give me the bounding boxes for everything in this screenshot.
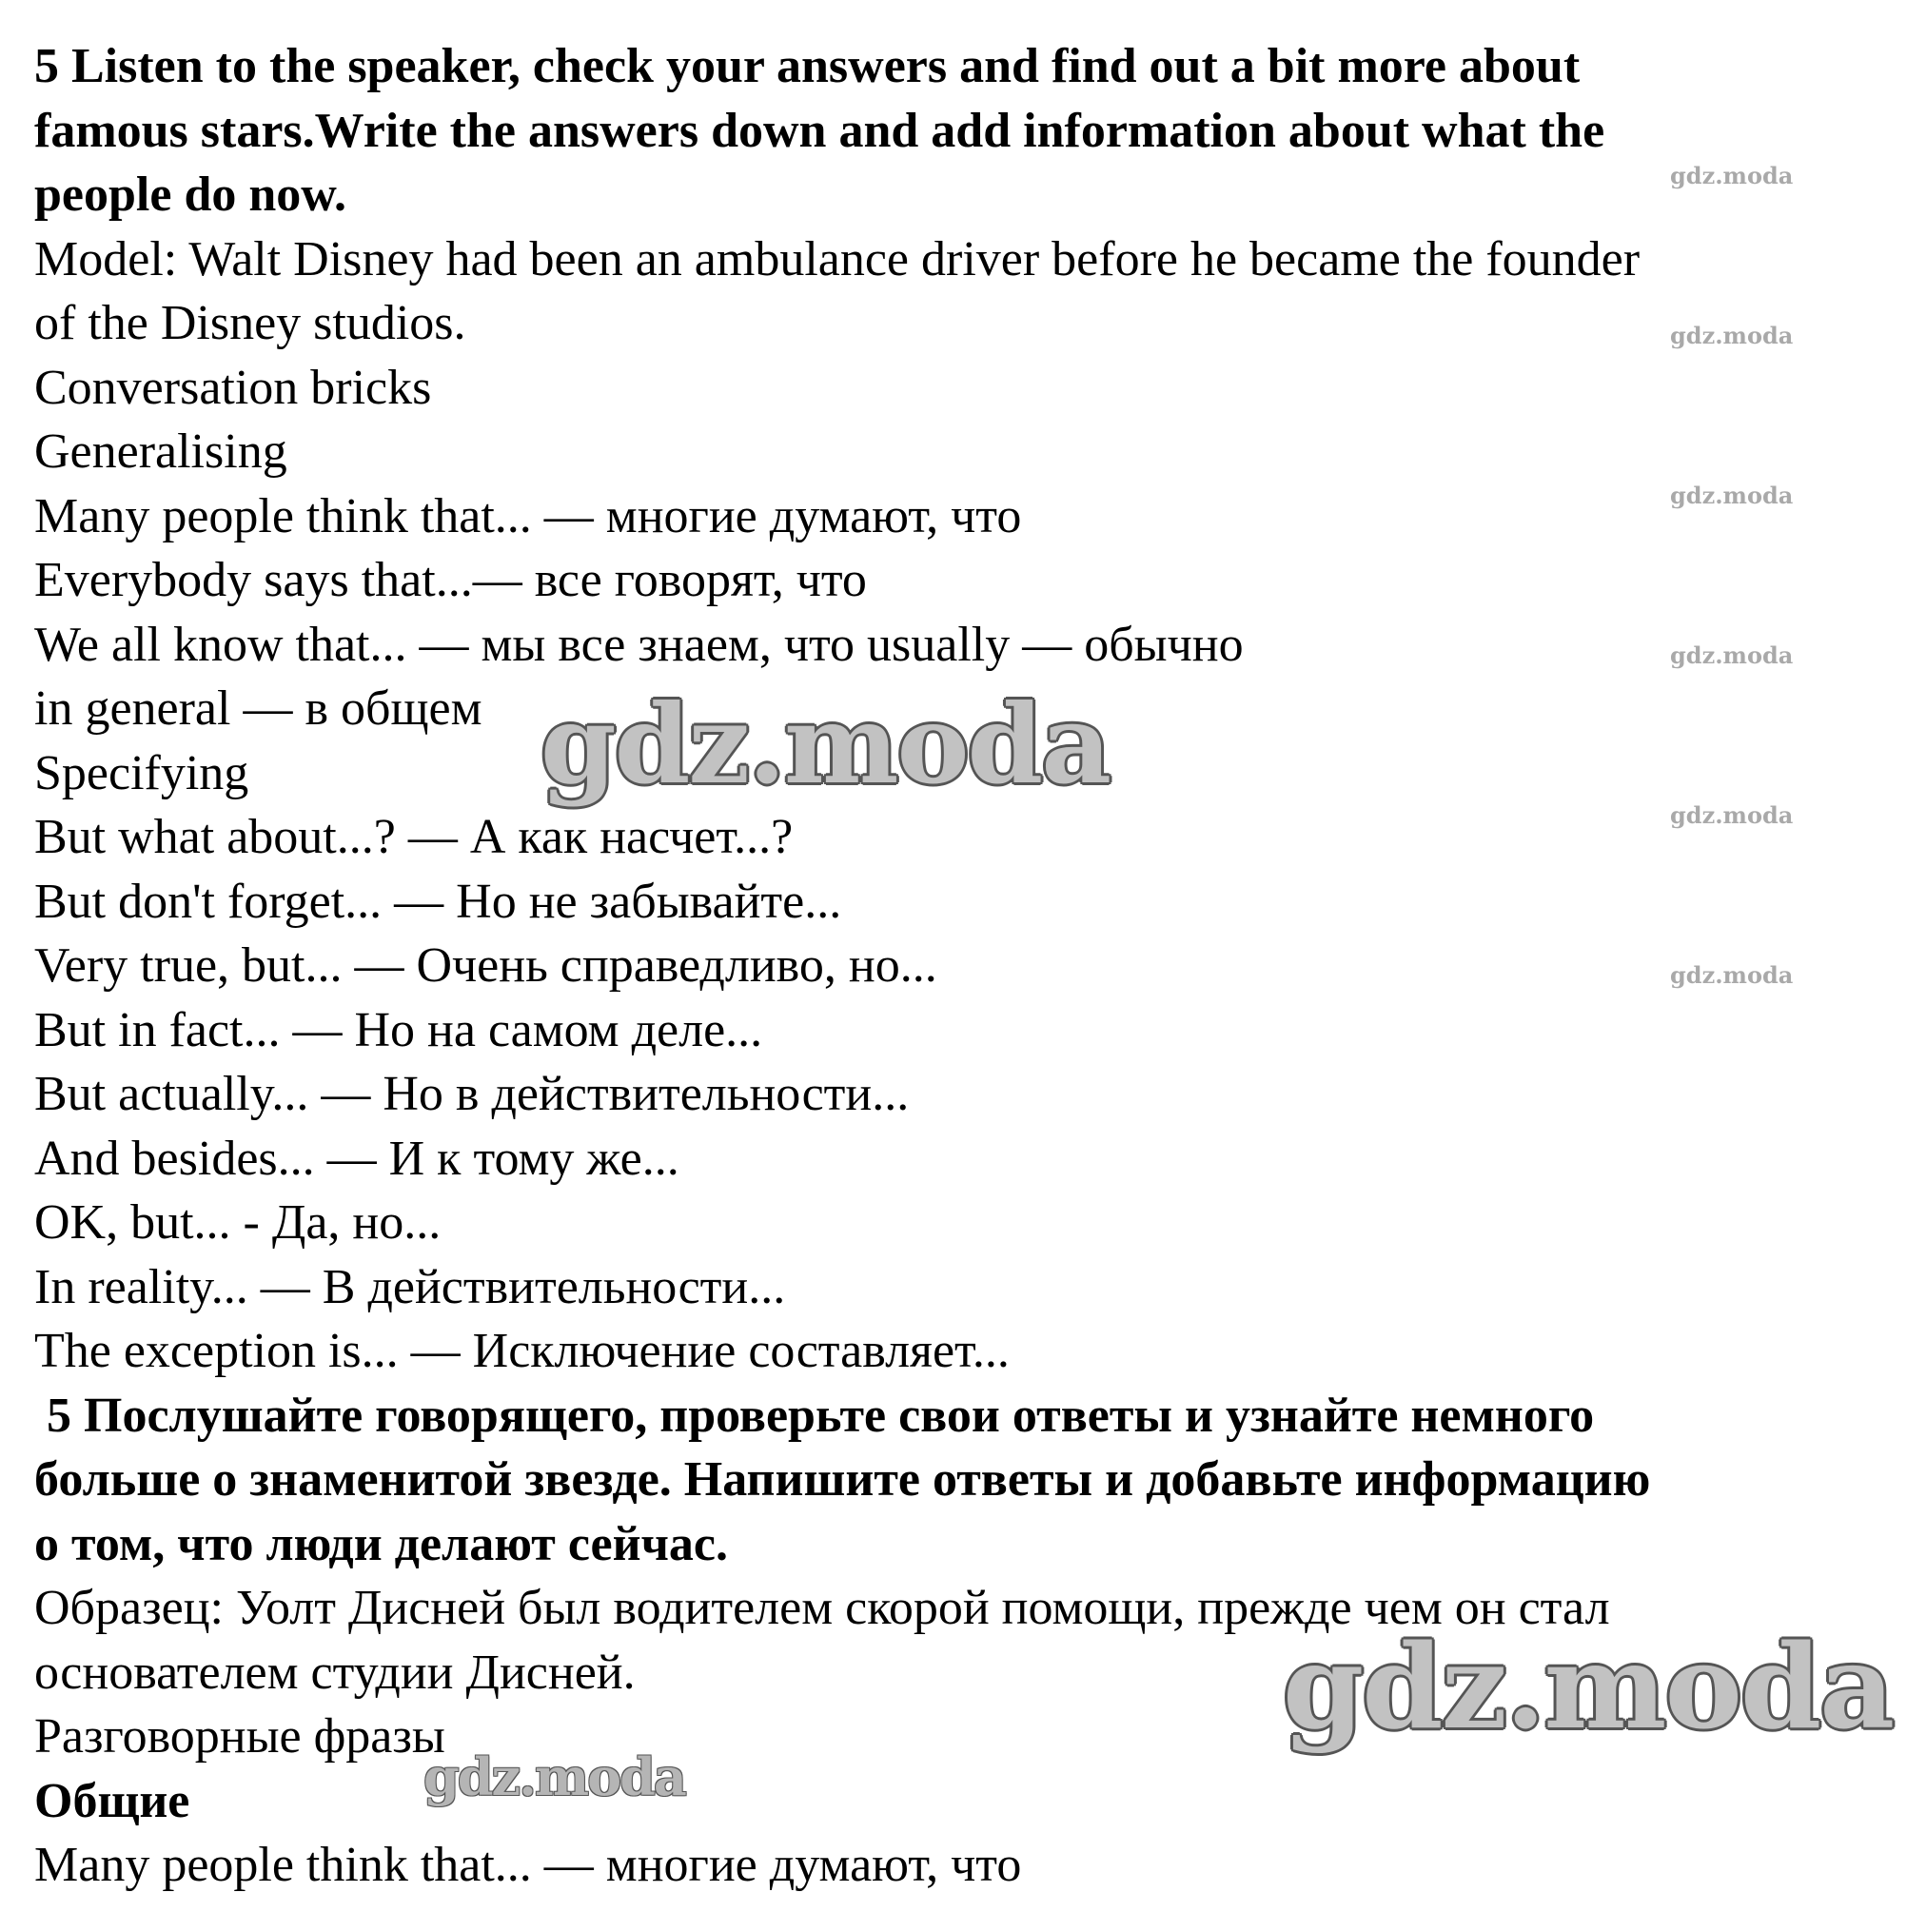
watermark-small: gdz.moda [1670,482,1794,509]
model-ru-line: Образец: Уолт Дисней был водителем скорой помощи, прежде чем он стал [34,1581,1610,1635]
section-title-en: Conversation bricks [34,360,432,415]
model-ru-line: основателем студии Дисней. [34,1645,636,1700]
watermark-large: gdz.moda [541,680,1111,808]
heading-en-line: famous stars.Write the answers down and add information about what the [34,103,1605,158]
watermark-small: gdz.moda [1670,322,1794,349]
specifying-phrase: But what about...? — А как насчет...? [34,810,794,864]
specifying-phrase: And besides... — И к тому же... [34,1131,679,1186]
watermark-small: gdz.moda [1670,961,1794,989]
heading-ru-line: о том, что люди делают сейчас. [34,1516,728,1571]
watermark-large: gdz.moda [1283,1618,1894,1755]
specifying-phrase: The exception is... — Исключение составляет... [34,1324,1010,1378]
generalising-phrase: We all know that... — мы все знаем, что usually — обычно [34,617,1244,672]
model-en-line: of the Disney studios. [34,296,466,350]
specifying-phrase: Very true, but... — Очень справедливо, но... [34,938,937,993]
specifying-title: Specifying [34,745,249,800]
general-phrase-ru: Many people think that... — многие думают, что [34,1838,1022,1892]
heading-en-line: people do now. [34,168,346,222]
model-en-line: Model: Walt Disney had been an ambulance driver before he became the founder [34,231,1641,286]
generalising-phrase: Everybody says that...— все говорят, что [34,553,867,607]
specifying-phrase: But in fact... — Но на самом деле... [34,1002,763,1057]
section-title-ru: Разговорные фразы [34,1709,445,1764]
specifying-phrase: But don't forget... — Но не забывайте... [34,874,842,929]
specifying-phrase: In reality... — В действительности... [34,1259,786,1314]
watermark-small: gdz.moda [1670,162,1794,189]
heading-en-line: 5 Listen to the speaker, check your answers and find out a bit more about [34,39,1581,93]
watermark-medium: gdz.moda [423,1746,685,1807]
general-title-ru: Общие [34,1773,190,1828]
watermark-small: gdz.moda [1670,641,1794,669]
generalising-phrase: in general — в общем [34,681,482,736]
heading-ru-line: 5 Послушайте говорящего, проверьте свои ответы и узнайте немного [34,1388,1595,1443]
generalising-title: Generalising [34,424,287,479]
specifying-phrase: But actually... — Но в действительности... [34,1067,910,1121]
heading-ru-line: больше о знаменитой звезде. Напишите ответы и добавьте информацию [34,1452,1651,1507]
specifying-phrase: OK, but... - Да, но... [34,1195,442,1250]
generalising-phrase: Many people think that... — многие думают, что [34,488,1022,543]
watermark-small: gdz.moda [1670,801,1794,829]
